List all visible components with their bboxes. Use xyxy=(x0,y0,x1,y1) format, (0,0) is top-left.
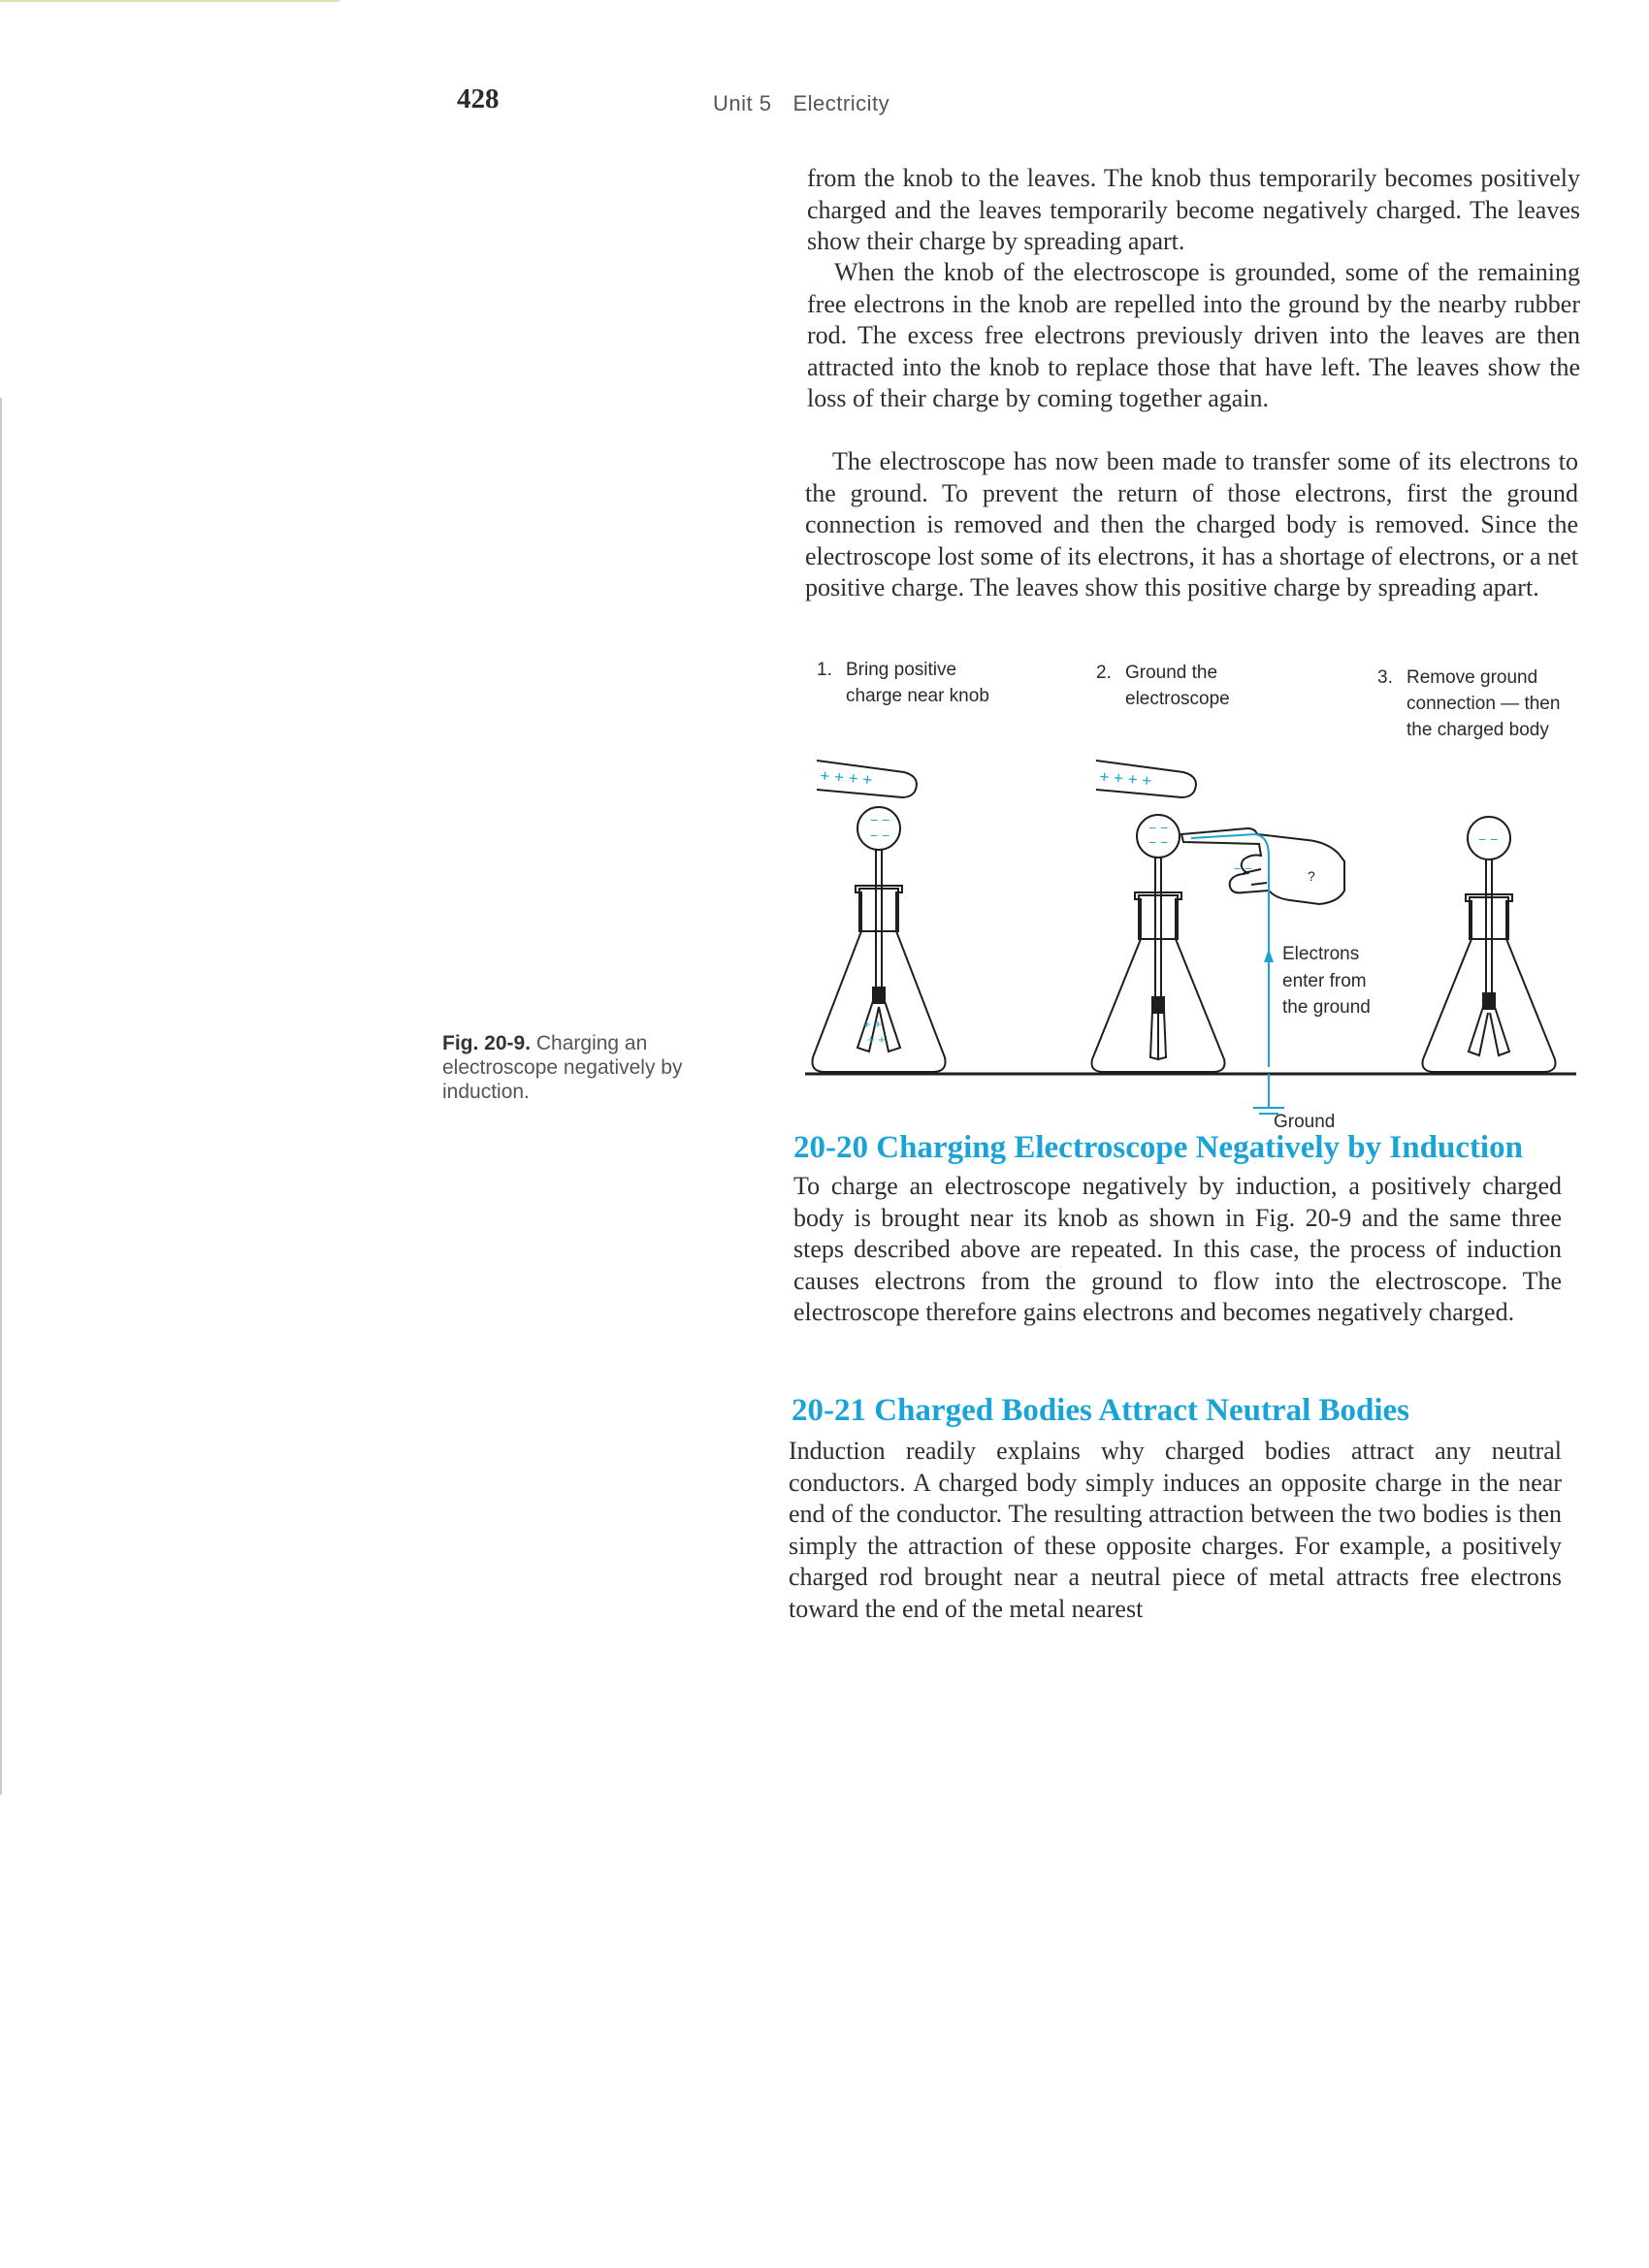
figure-caption-label: Fig. 20-9. xyxy=(442,1032,532,1054)
running-head-unit: Unit 5 xyxy=(713,91,772,115)
knob-charge-1a: − − xyxy=(870,812,890,827)
page-number: 428 xyxy=(457,83,500,114)
electroscope-diagram xyxy=(795,747,1591,1116)
running-head-section: Electricity xyxy=(792,91,890,115)
leaf-2b xyxy=(1158,1011,1166,1059)
leaf-clip-1 xyxy=(873,988,885,1003)
paragraph-grounding: When the knob of the electroscope is grounded, some of the remaining free electrons in the knob are repelled into the ground by the nearby rubber rod. The excess free electrons previously driven into the leaves are then attracted into the knob to replace those that have left. The leaves show the loss of their charge by coming together again. xyxy=(807,258,1580,413)
knob-charge-2b: − − xyxy=(1148,834,1169,850)
leaf-clip-2 xyxy=(1152,997,1164,1013)
scan-margin-line xyxy=(0,398,2,1795)
electroscope-2 xyxy=(1092,761,1225,1072)
knob-charge-2a: − − xyxy=(1148,820,1169,835)
svg-text:+ +: + + xyxy=(867,1032,886,1047)
electrons-label: Electrons enter from the ground xyxy=(1282,944,1371,1018)
hand-electrons: − − xyxy=(1234,861,1252,876)
svg-text:+ +: + + xyxy=(863,1017,882,1031)
electroscope-3 xyxy=(1423,817,1556,1072)
flask-3 xyxy=(1423,894,1556,1072)
figure-caption-text: Charging an electroscope negatively by induction. xyxy=(442,1032,683,1103)
hand-icon xyxy=(1181,828,1344,904)
stopper-3 xyxy=(1470,897,1508,939)
section-body-20-21: Induction readily explains why charged bodies attract any neutral conductors. A charged body simply induces an opposite charge in the near end of the conductor. The resulting attraction between the two bodies is then simply the attraction of these opposite charges. For example, a positively charged rod brought near a neutral piece of metal attracts free electrons toward the end of the metal nearest xyxy=(789,1437,1562,1623)
knob-charge-3: − − xyxy=(1478,831,1499,847)
rod-charge-2: + + + + xyxy=(1098,767,1152,791)
leaf-2a xyxy=(1150,1011,1158,1059)
ground-label: Ground xyxy=(1274,1112,1336,1132)
stopper-2 xyxy=(1139,895,1178,939)
knob-charge-1b: − − xyxy=(870,827,890,843)
paragraph-transfer: The electroscope has now been made to transfer some of its electrons to the ground. To prevent the return of those electrons, first the ground connection is removed and then the charged body is removed. Since the electroscope lost some of its electrons, it has a shortage of electrons, or a net positive charge. The leaves show this positive charge by spreading apart. xyxy=(805,447,1578,602)
leaf-clip-3 xyxy=(1483,993,1495,1009)
electroscope-1 xyxy=(813,761,946,1072)
leaf-3a xyxy=(1469,1007,1488,1055)
section-heading-20-21: 20-21 Charged Bodies Attract Neutral Bodies xyxy=(792,1393,1410,1428)
paragraph-continuation: from the knob to the leaves. The knob thus temporarily becomes positively charged and the leaves temporarily become negatively charged. The leaves show their charge by spreading apart. xyxy=(807,164,1580,256)
svg-text:?: ? xyxy=(1308,868,1315,884)
section-heading-20-20: 20-20 Charging Electroscope Negatively by Induction xyxy=(793,1130,1523,1165)
stopper-1 xyxy=(859,889,898,931)
rod-charge-1: + + + + xyxy=(819,766,873,790)
scan-edge-line xyxy=(0,0,340,2)
running-head xyxy=(713,91,889,116)
figure-caption xyxy=(442,1031,704,1104)
electron-flow-arrow xyxy=(1264,949,1274,962)
section-body-20-20: To charge an electroscope negatively by induction, a positively charged body is brought near its knob as shown in Fig. 20-9 and the same three steps described above are repeated. In this case, the process of induction causes electrons from the ground to flow into the electroscope. The electroscope therefore gains electrons and becomes negatively charged. xyxy=(793,1172,1562,1327)
leaf-3b xyxy=(1490,1007,1509,1055)
